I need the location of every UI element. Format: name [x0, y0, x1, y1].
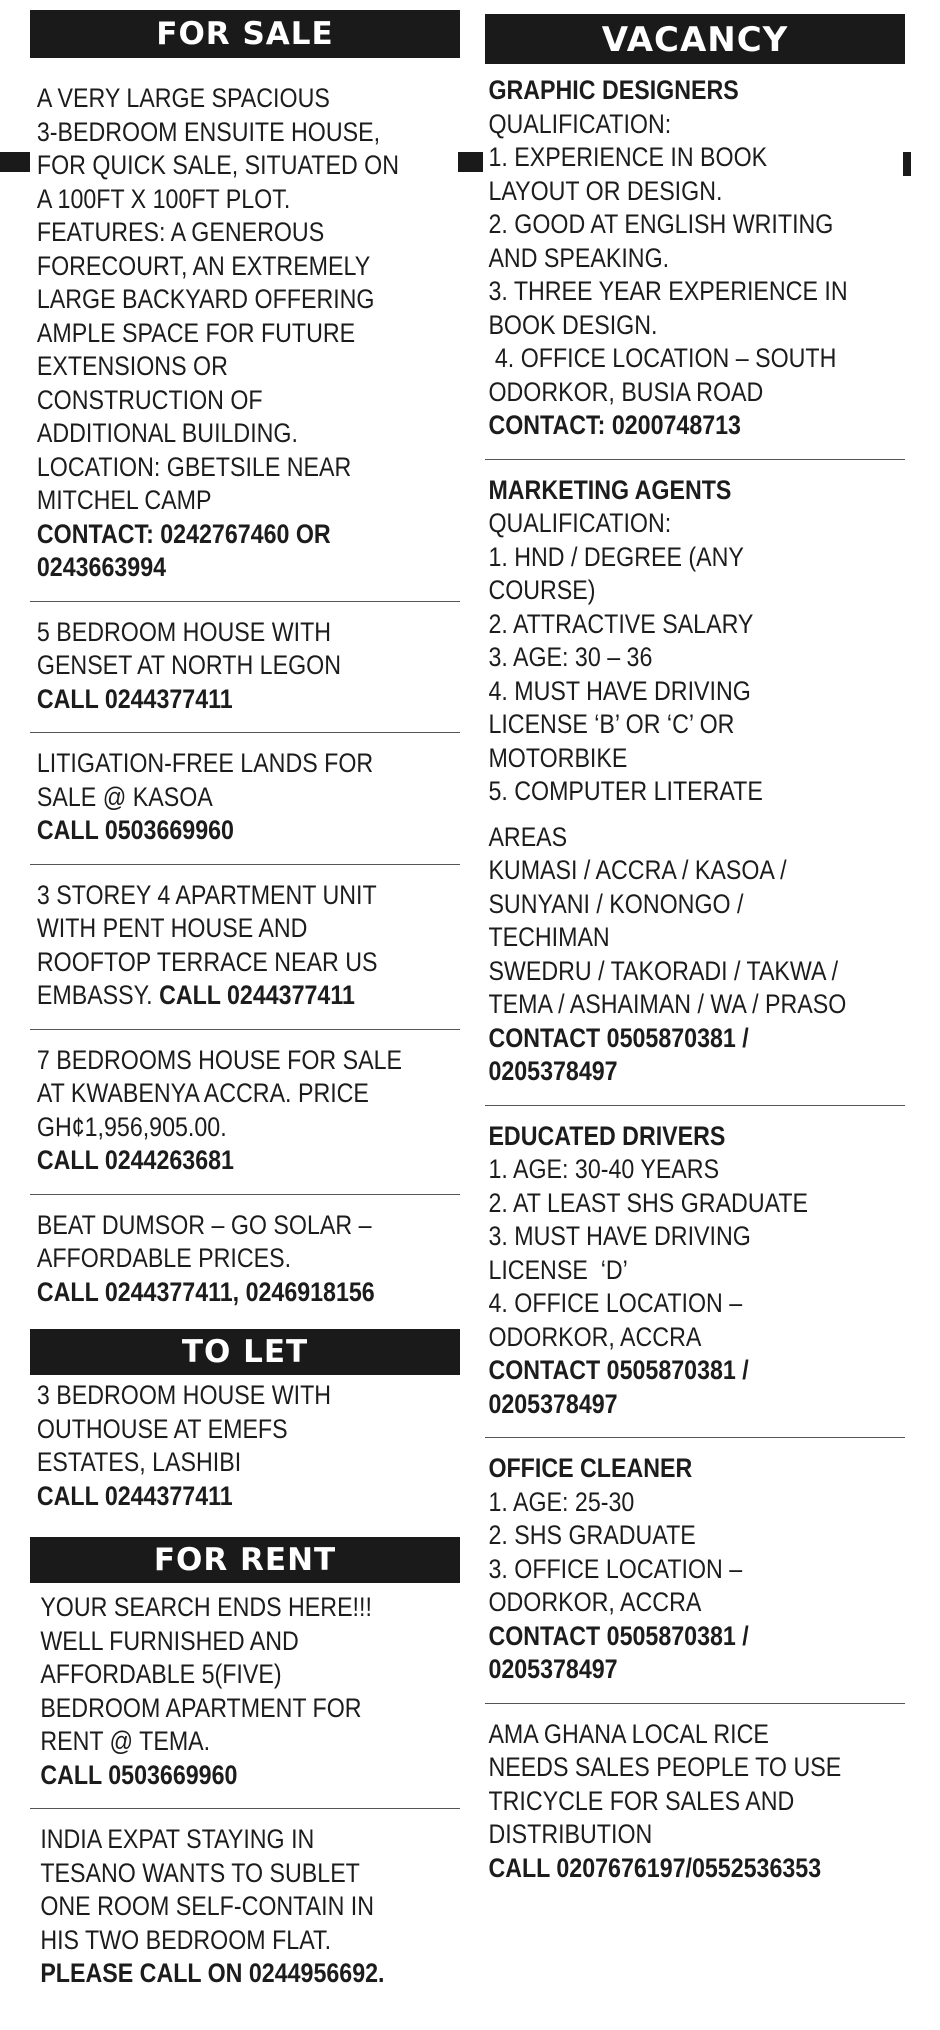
vacancy-rice-sales	[485, 1718, 904, 1886]
ad-line: ODORKOR, BUSIA ROAD	[488, 376, 764, 407]
ad-contact: CONTACT 0505870381 /	[488, 1022, 749, 1053]
divider	[30, 1029, 460, 1030]
ad-line: WELL FURNISHED AND	[40, 1625, 299, 1656]
divider	[30, 732, 460, 733]
ad-contact: CALL 0244377411	[36, 1480, 233, 1511]
divider	[485, 1105, 905, 1106]
ad-line: ODORKOR, ACCRA	[488, 1587, 702, 1617]
ad-line: 3 STOREY 4 APARTMENT UNIT	[36, 879, 377, 910]
ad-contact: CALL 0503669960	[40, 1759, 238, 1790]
ad-line: 3. MUST HAVE DRIVING	[488, 1221, 751, 1251]
ad-line: A 100FT X 100FT PLOT.	[36, 183, 291, 214]
ad-line: ODORKOR, ACCRA	[488, 1321, 702, 1352]
ad-line: COURSE)	[488, 575, 596, 605]
vacancy-banner: VACANCY	[485, 14, 905, 64]
ad-line: 3-BEDROOM ENSUITE HOUSE,	[36, 116, 381, 147]
ad-line: 4. OFFICE LOCATION – SOUTH	[488, 343, 837, 373]
ad-line: 2. SHS GRADUATE	[488, 1520, 696, 1550]
ad-line: 3 BEDROOM HOUSE WITH	[36, 1380, 332, 1410]
ad-contact: 0205378497	[488, 1654, 618, 1684]
areas-line: TECHIMAN	[488, 922, 610, 952]
vacancy-heading: MARKETING AGENTS	[488, 474, 732, 505]
divider	[485, 1703, 905, 1704]
ad-line: FORECOURT, AN EXTREMELY	[36, 250, 371, 281]
ad-line: SALE @ KASOA	[36, 781, 213, 812]
right-column	[485, 0, 905, 1885]
ad-line: 1. AGE: 30-40 YEARS	[488, 1154, 720, 1184]
ad-north-legon-house	[30, 616, 459, 717]
vacancy-office-cleaner	[485, 1452, 904, 1687]
ad-contact: 0243663994	[36, 552, 167, 582]
areas-line: SWEDRU / TAKORADI / TAKWA /	[488, 955, 839, 986]
ad-tema-apartment	[30, 1591, 459, 1792]
ad-line-mixed	[37, 979, 459, 1013]
ad-line: ONE ROOM SELF-CONTAIN IN	[40, 1891, 375, 1921]
ad-apartment-unit	[30, 879, 459, 1013]
ad-contact: CALL 0244377411	[36, 683, 233, 714]
ad-kwabenya-house	[30, 1044, 459, 1178]
divider	[30, 864, 460, 865]
ad-line: EMBASSY.	[36, 980, 153, 1010]
vacancy-heading: GRAPHIC DESIGNERS	[488, 75, 739, 105]
ad-line: 1. EXPERIENCE IN BOOK	[488, 142, 768, 172]
ad-line: 5 BEDROOM HOUSE WITH	[36, 616, 332, 647]
ad-line: ESTATES, LASHIBI	[36, 1447, 242, 1477]
ad-solar	[30, 1209, 459, 1310]
divider	[30, 1808, 460, 1809]
ad-line: AFFORDABLE 5(FIVE)	[40, 1659, 282, 1689]
ad-line: LOCATION: GBETSILE NEAR	[36, 451, 352, 482]
ad-contact: CALL 0244377411, 0246918156	[36, 1276, 375, 1307]
left-column	[30, 0, 460, 1991]
ad-line: NEEDS SALES PEOPLE TO USE	[488, 1752, 842, 1782]
ad-line: 3. AGE: 30 – 36	[488, 642, 653, 672]
spacer	[488, 809, 904, 821]
vacancy-marketing-agents	[485, 474, 904, 1089]
ad-line: BOOK DESIGN.	[488, 309, 658, 340]
divider	[485, 459, 905, 460]
ad-line: GH¢1,956,905.00.	[36, 1111, 227, 1142]
ad-line: FOR QUICK SALE, SITUATED ON	[36, 150, 399, 180]
ad-line: FEATURES: A GENEROUS	[36, 217, 325, 247]
ad-line: TRICYCLE FOR SALES AND	[488, 1785, 795, 1816]
ad-line: LAYOUT OR DESIGN.	[488, 175, 723, 206]
ad-contact: CONTACT 0505870381 /	[488, 1355, 749, 1385]
ad-line: MOTORBIKE	[488, 742, 628, 773]
ad-line: 7 BEDROOMS HOUSE FOR SALE	[36, 1044, 403, 1075]
ad-line: 3. THREE YEAR EXPERIENCE IN	[488, 276, 848, 306]
ad-line: 2. GOOD AT ENGLISH WRITING	[488, 209, 834, 239]
vacancy-graphic-designers	[485, 74, 904, 443]
ad-line: BEDROOM APARTMENT FOR	[40, 1692, 362, 1723]
ad-contact: CONTACT 0505870381 /	[488, 1620, 749, 1651]
ad-contact: 0205378497	[488, 1388, 618, 1419]
ad-line: AT KWABENYA ACCRA. PRICE	[36, 1078, 369, 1108]
ad-line: LICENSE ‘B’ OR ‘C’ OR	[488, 709, 735, 739]
areas-line: AREAS	[488, 821, 568, 852]
ad-line: INDIA EXPAT STAYING IN	[40, 1824, 315, 1854]
areas-line: SUNYANI / KONONGO /	[488, 888, 744, 919]
ad-line: GENSET AT NORTH LEGON	[36, 650, 341, 680]
to-let-banner: TO LET	[30, 1329, 460, 1375]
ad-line: YOUR SEARCH ENDS HERE!!!	[40, 1592, 372, 1622]
ad-line: 1. AGE: 25-30	[488, 1486, 635, 1517]
ad-line: BEAT DUMSOR – GO SOLAR –	[36, 1209, 372, 1240]
ad-line: QUALIFICATION:	[488, 508, 672, 538]
ad-line: A VERY LARGE SPACIOUS	[36, 83, 330, 113]
ad-line: EXTENSIONS OR	[36, 351, 228, 381]
ad-line: AFFORDABLE PRICES.	[36, 1243, 292, 1273]
ad-contact: CONTACT: 0200748713	[488, 410, 741, 440]
ad-contact: 0205378497	[488, 1056, 618, 1086]
ad-line: AMA GHANA LOCAL RICE	[488, 1718, 769, 1749]
for-rent-banner: FOR RENT	[30, 1537, 460, 1583]
ad-contact: CALL 0503669960	[36, 815, 234, 845]
ad-spacious-house	[30, 82, 459, 585]
ad-contact: PLEASE CALL ON 0244956692.	[40, 1958, 385, 1988]
divider	[30, 601, 460, 602]
center-edge-mark	[458, 152, 483, 172]
ad-contact: CALL 0244263681	[36, 1145, 234, 1175]
ad-line: RENT @ TEMA.	[40, 1726, 211, 1756]
ad-line: MITCHEL CAMP	[36, 485, 212, 515]
ad-line: 4. MUST HAVE DRIVING	[488, 675, 751, 706]
ad-line: DISTRIBUTION	[488, 1819, 653, 1849]
vacancy-heading: OFFICE CLEANER	[488, 1453, 693, 1483]
ad-contact: CALL 0244377411	[159, 980, 355, 1010]
ad-line: 5. COMPUTER LITERATE	[488, 776, 763, 806]
divider	[30, 1194, 460, 1195]
ad-contact: CONTACT: 0242767460 OR	[36, 518, 331, 549]
ad-tesano-sublet	[30, 1823, 459, 1991]
ad-line: LITIGATION-FREE LANDS FOR	[36, 748, 374, 778]
ad-line: 2. ATTRACTIVE SALARY	[488, 608, 754, 639]
ad-line: 1. HND / DEGREE (ANY	[488, 541, 744, 572]
ad-line: LARGE BACKYARD OFFERING	[36, 284, 375, 314]
ad-line: 3. OFFICE LOCATION –	[488, 1553, 743, 1584]
divider	[485, 1437, 905, 1438]
ad-line: HIS TWO BEDROOM FLAT.	[40, 1924, 332, 1955]
ad-line: OUTHOUSE AT EMEFS	[36, 1413, 288, 1444]
ad-lashibi-house	[30, 1379, 459, 1513]
ad-line: AMPLE SPACE FOR FUTURE	[36, 317, 356, 348]
vacancy-heading: EDUCATED DRIVERS	[488, 1120, 726, 1151]
ad-line: LICENSE ‘D’	[488, 1254, 628, 1285]
left-edge-mark	[0, 152, 30, 172]
ad-line: QUALIFICATION:	[488, 108, 672, 139]
for-sale-banner: FOR SALE	[30, 10, 460, 58]
ad-line: ROOFTOP TERRACE NEAR US	[36, 946, 378, 977]
ad-line: ADDITIONAL BUILDING.	[36, 418, 298, 448]
areas-line: KUMASI / ACCRA / KASOA /	[488, 855, 787, 885]
vacancy-educated-drivers	[485, 1120, 904, 1422]
ad-line: AND SPEAKING.	[488, 242, 670, 273]
ad-kasoa-lands	[30, 747, 459, 848]
areas-line: TEMA / ASHAIMAN / WA / PRASO	[488, 989, 847, 1019]
ad-line: TESANO WANTS TO SUBLET	[40, 1857, 360, 1888]
ad-line: 2. AT LEAST SHS GRADUATE	[488, 1187, 809, 1218]
ad-line: CONSTRUCTION OF	[36, 384, 263, 415]
ad-contact: CALL 0207676197/0552536353	[488, 1852, 822, 1883]
ad-line: 4. OFFICE LOCATION –	[488, 1288, 743, 1318]
ad-line: WITH PENT HOUSE AND	[36, 913, 308, 943]
